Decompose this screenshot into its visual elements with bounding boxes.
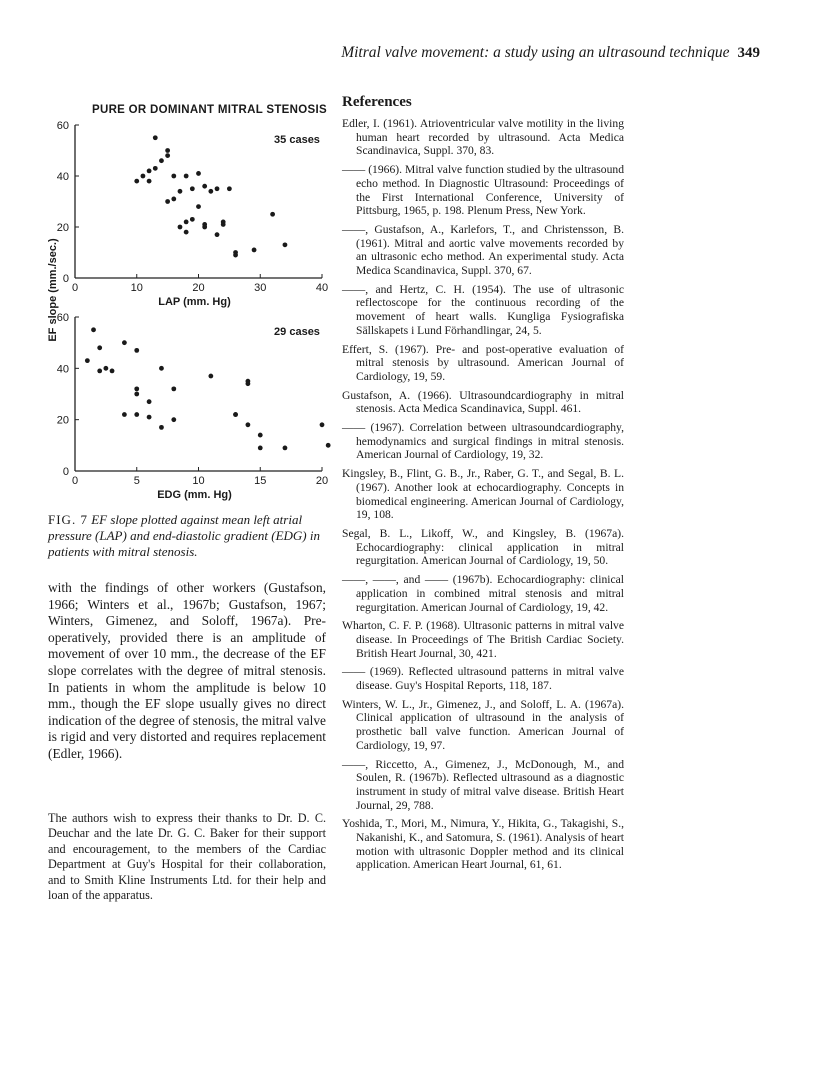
data-point: [147, 169, 152, 174]
x-tick-label: 10: [130, 282, 143, 294]
data-point: [190, 186, 195, 191]
lap-scatter-panel: [57, 120, 328, 308]
data-point: [159, 425, 164, 430]
x-tick-label: 0: [71, 475, 79, 487]
x-tick-label: 30: [254, 282, 267, 294]
data-point: [110, 369, 115, 374]
x-axis-label: LAP (mm. Hg): [158, 296, 231, 308]
reference-item: ——, Gustafson, A., Karlefors, T., and Christensson, B. (1961). Mitral and aortic valve movements recorded by an ultrasonic echo method. An experimental study. Acta Medica Scandinavica, Suppl. 370, 67.: [342, 222, 624, 278]
data-point: [184, 174, 189, 179]
body-paragraph-1: with the findings of other workers (Gustafson, 1966; Winters et al., 1967b; Gustafson, 1967; Winters, Gimenez, and Soloff, 1967a). Pre-operatively, provided there is an amplitude of movement of over 10 mm., the decrease of the EF slope correlates with the degree of mitral stenosis. In patients in whom the amplitude is below 10 mm., though the EF slope usually gives no direct indication of the degree of stenosis, the mitral valve is rigid and very distorted and requires replacement (Edler, 1966).: [48, 580, 326, 761]
case-count-label: 29 cases: [274, 326, 320, 338]
reference-item: ——, ——, and —— (1967b). Echocardiography: clinical application in combined mitral stenosis and mitral regurgitation. American Journal of Cardiology, 19, 42.: [342, 573, 624, 614]
x-tick-label: 5: [133, 475, 140, 487]
reference-item: Segal, B. L., Likoff, W., and Kingsley, B. (1967a). Echocardiography: clinical application in mitral regurgitation. American Journal of Cardiology, 19, 50.: [342, 526, 624, 568]
figure-caption-label: FIG. 7: [48, 512, 88, 527]
figure-caption-text: EF slope plotted against mean left atrial pressure (LAP) and end-diastolic gradient (EDG) in patients with mitral stenosis.: [48, 512, 320, 559]
reference-item: Wharton, C. F. P. (1968). Ultrasonic patterns in mitral valve disease. In Proceedings of The British Cardiac Society. British Heart Journal, 30, 421.: [342, 619, 624, 660]
reference-item: ——, and Hertz, C. H. (1954). The use of ultrasonic reflectoscope for the continuous recording of the movement of heart walls. Kungliga Fysiografiska Sällskapets i Lund Förhandlingar, 24, 5.: [342, 282, 624, 337]
data-point: [196, 204, 201, 209]
x-tick-label: 40: [315, 282, 329, 294]
edg-scatter-panel: [57, 312, 331, 501]
data-point: [147, 399, 152, 404]
data-point: [221, 222, 226, 227]
reference-item: Edler, I. (1961). Atrioventricular valve motility in the living human heart recorded by ultrasound. Acta Medica Scandinavica, Suppl. 370, 83.: [342, 117, 624, 158]
data-point: [85, 358, 90, 363]
data-point: [202, 222, 207, 227]
data-point: [91, 327, 96, 332]
data-point: [147, 179, 152, 184]
reference-item: —— (1967). Correlation between ultrasoundcardiography, hemodynamics and surgical findings in mitral stenosis. American Journal of Cardiology, 19, 32.: [342, 421, 624, 462]
reference-item: Gustafson, A. (1966). Ultrasoundcardiography in mitral stenosis. Acta Medica Scandinavica, Suppl. 461.: [342, 388, 624, 416]
data-point: [165, 153, 170, 158]
y-tick-label: 0: [62, 466, 69, 478]
case-count-label: 35 cases: [274, 134, 320, 146]
data-point: [171, 417, 176, 422]
data-point: [270, 212, 275, 217]
y-tick-label: 60: [56, 120, 69, 132]
y-tick-label: 20: [56, 222, 69, 234]
data-point: [233, 253, 238, 258]
data-point: [208, 189, 213, 194]
data-point: [171, 174, 176, 179]
data-point: [246, 381, 251, 386]
x-tick-label: 15: [254, 475, 267, 487]
data-point: [202, 184, 207, 189]
data-point: [97, 345, 102, 350]
x-axis-label: EDG (mm. Hg): [157, 489, 232, 501]
data-point: [159, 366, 164, 371]
y-tick-label: 0: [62, 273, 69, 285]
reference-item: ——, Riccetto, A., Gimenez, J., McDonough, M., and Soulen, R. (1967b). Reflected ultrasound as a diagnostic instrument in study of mitral valve disease. British Heart Journal, 29, 788.: [342, 757, 624, 812]
data-point: [178, 189, 183, 194]
data-point: [122, 340, 127, 345]
reference-item: —— (1969). Reflected ultrasound patterns in mitral valve disease. Guy's Hospital Reports, 118, 187.: [342, 665, 624, 693]
reference-item: Effert, S. (1967). Pre- and post-operative evaluation of mitral stenosis by ultrasound. American Journal of Cardiology, 19, 59.: [342, 342, 624, 383]
data-point: [153, 166, 158, 171]
data-point: [320, 422, 325, 427]
data-point: [171, 197, 176, 202]
data-point: [184, 230, 189, 235]
data-point: [147, 415, 152, 420]
data-point: [196, 171, 201, 176]
data-point: [258, 446, 263, 451]
references-section: [342, 94, 624, 877]
data-point: [227, 186, 232, 191]
data-point: [215, 232, 220, 237]
data-point: [159, 158, 164, 163]
figure-title: PURE OR DOMINANT MITRAL STENOSIS: [92, 104, 327, 116]
data-point: [190, 217, 195, 222]
acknowledgements: The authors wish to express their thanks to Dr. D. C. Deuchar and the late Dr. G. C. Baker for their support and encouragement, to the members of the Cardiac Department at Guy's Hospital for their collaboration, and to Smith Kline Instruments Ltd. for their help and loan of the apparatus.: [48, 811, 326, 903]
page-number: 349: [737, 45, 760, 61]
data-point: [283, 242, 288, 247]
data-point: [233, 412, 238, 417]
figure-7-plots: [0, 0, 340, 505]
y-tick-label: 60: [56, 312, 69, 324]
data-point: [165, 199, 170, 204]
y-tick-label: 40: [56, 171, 69, 183]
x-tick-label: 0: [71, 282, 79, 294]
data-point: [326, 443, 331, 448]
y-tick-label: 40: [56, 363, 69, 376]
reference-item: Yoshida, T., Mori, M., Nimura, Y., Hikita, G., Takagishi, S., Nakanishi, K., and Satomura, S. (1961). Analysis of heart motion with ultrasonic Doppler method and its clinical application. American Heart Journal, 61, 61.: [342, 817, 624, 872]
reference-item: —— (1966). Mitral valve function studied by the ultrasound echo method. In Diagnostic Ultrasound: Proceedings of the First International Conference, University of Pittsburg, 1965, p. 198. Plenum Press, New York.: [342, 163, 624, 218]
data-point: [283, 446, 288, 451]
reference-item: Winters, W. L., Jr., Gimenez, J., and Soloff, L. A. (1967a). Clinical application of ultrasound in the analysis of prosthetic ball valve function. American Journal of Cardiology, 19, 97.: [342, 697, 624, 752]
x-tick-label: 10: [192, 475, 205, 487]
data-point: [134, 179, 139, 184]
data-point: [134, 392, 139, 397]
reference-item: Kingsley, B., Flint, G. B., Jr., Raber, G. T., and Segal, B. L. (1967). Another look at echocardiography. Concepts in biomedical engineering. American Journal of Cardiology, 19, 108.: [342, 467, 624, 522]
data-point: [165, 148, 170, 153]
data-point: [215, 186, 220, 191]
data-point: [141, 174, 146, 179]
data-point: [258, 433, 263, 438]
data-point: [103, 366, 108, 371]
data-point: [134, 386, 139, 391]
data-point: [97, 369, 102, 374]
data-point: [134, 412, 139, 417]
x-tick-label: 20: [315, 475, 329, 487]
data-point: [184, 220, 189, 225]
data-point: [171, 386, 176, 391]
references-heading: References: [342, 94, 412, 110]
data-point: [153, 135, 158, 140]
figure-caption: [48, 512, 324, 560]
data-point: [134, 348, 139, 353]
data-point: [246, 422, 251, 427]
x-tick-label: 20: [192, 282, 205, 294]
data-point: [208, 374, 213, 379]
shared-y-axis-label: EF slope (mm./sec.): [47, 238, 59, 342]
data-point: [252, 248, 257, 253]
data-point: [178, 225, 183, 230]
y-tick-label: 20: [56, 414, 69, 427]
data-point: [122, 412, 127, 417]
running-title: Mitral valve movement: a study using an ultrasound technique: [341, 44, 730, 61]
